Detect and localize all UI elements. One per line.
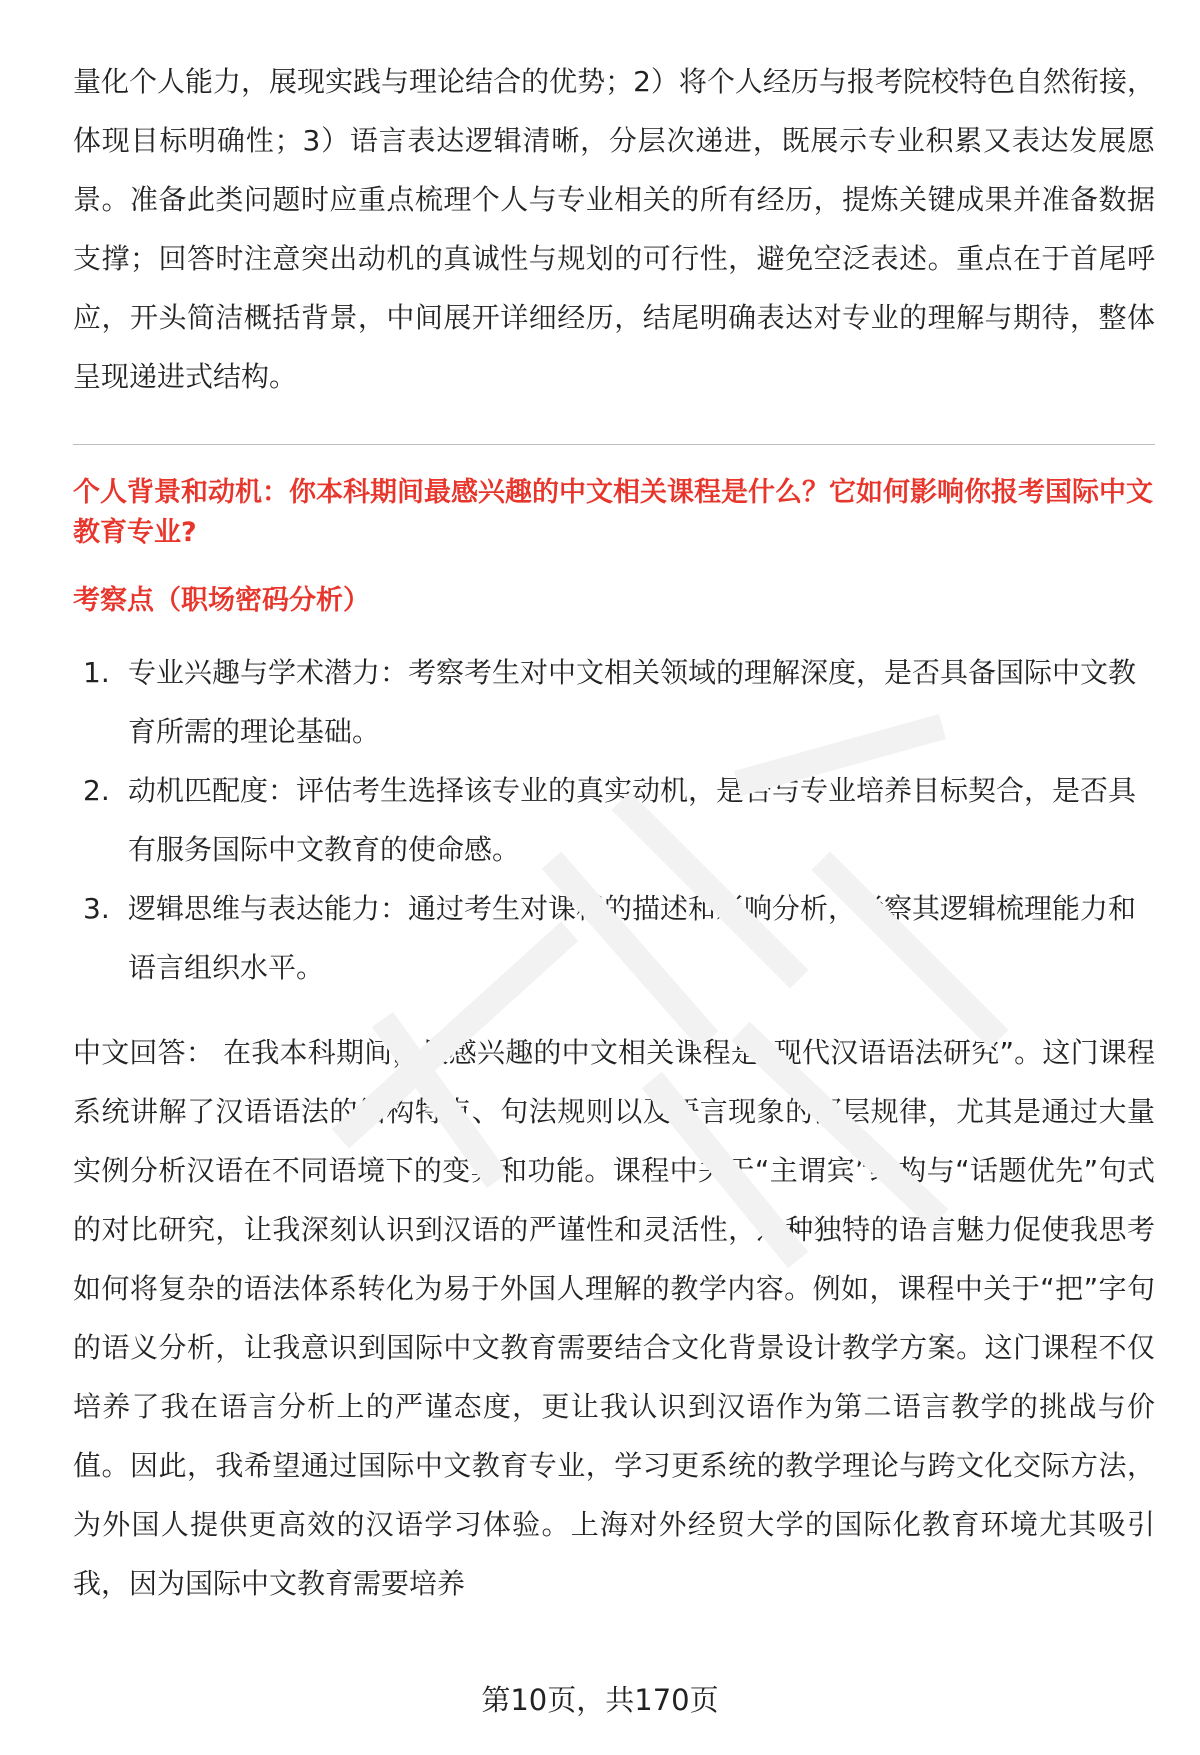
list-item-text: 逻辑思维与表达能力：通过考生对课程的描述和影响分析，考察其逻辑梳理能力和语言组织水平。 xyxy=(128,892,1137,984)
list-item-text: 动机匹配度：评估考生选择该专业的真实动机，是否与专业培养目标契合，是否具有服务国际中文教育的使命感。 xyxy=(128,774,1137,866)
analysis-points-list xyxy=(73,643,1155,997)
answer-paragraph: 中文回答： 在我本科期间，最感兴趣的中文相关课程是“现代汉语语法研究”。这门课程系统讲解了汉语语法的结构特点、句法规则以及语言现象的深层规律，尤其是通过大量实例分析汉语在不同语境下的变异和功能。课程中关于“主谓宾”结构与“话题优先”句式的对比研究，让我深刻认识到汉语的严谨性和灵活性，这种独特的语言魅力促使我思考如何将复杂的语法体系转化为易于外国人理解的教学内容。例如，课程中关于“把”字句的语义分析，让我意识到国际中文教育需要结合文化背景设计教学方案。这门课程不仅培养了我在语言分析上的严谨态度，更让我认识到汉语作为第二语言教学的挑战与价值。因此，我希望通过国际中文教育专业，学习更系统的教学理论与跨文化交际方法，为外国人提供更高效的汉语学习体验。上海对外经贸大学的国际化教育环境尤其吸引我，因为国际中文教育需要培养 xyxy=(73,1036,1155,1600)
list-item xyxy=(73,643,1155,761)
list-item xyxy=(73,761,1155,879)
page-footer: 第10页，共170页 xyxy=(481,1683,719,1717)
analysis-subheading: 考察点（职场密码分析） xyxy=(73,585,370,616)
section-divider xyxy=(73,444,1155,445)
list-item-number: 2. xyxy=(83,774,110,807)
list-item-text: 专业兴趣与学术潜力：考察考生对中文相关领域的理解深度，是否具备国际中文教育所需的理论基础。 xyxy=(128,656,1137,748)
intro-paragraph: 量化个人能力，展现实践与理论结合的优势；2）将个人经历与报考院校特色自然衔接，体现目标明确性；3）语言表达逻辑清晰，分层次递进，既展示专业积累又表达发展愿景。准备此类问题时应重点梳理个人与专业相关的所有经历，提炼关键成果并准备数据支撑；回答时注意突出动机的真诚性与规划的可行性，避免空泛表述。重点在于首尾呼应，开头简洁概括背景，中间展开详细经历，结尾明确表达对专业的理解与期待，整体呈现递进式结构。 xyxy=(73,65,1155,393)
page-content xyxy=(73,52,1155,1613)
list-item xyxy=(73,879,1155,997)
list-item-number: 3. xyxy=(83,892,110,925)
question-heading: 个人背景和动机：你本科期间最感兴趣的中文相关课程是什么？它如何影响你报考国际中文教育专业? xyxy=(73,477,1153,548)
list-item-number: 1. xyxy=(83,656,110,689)
